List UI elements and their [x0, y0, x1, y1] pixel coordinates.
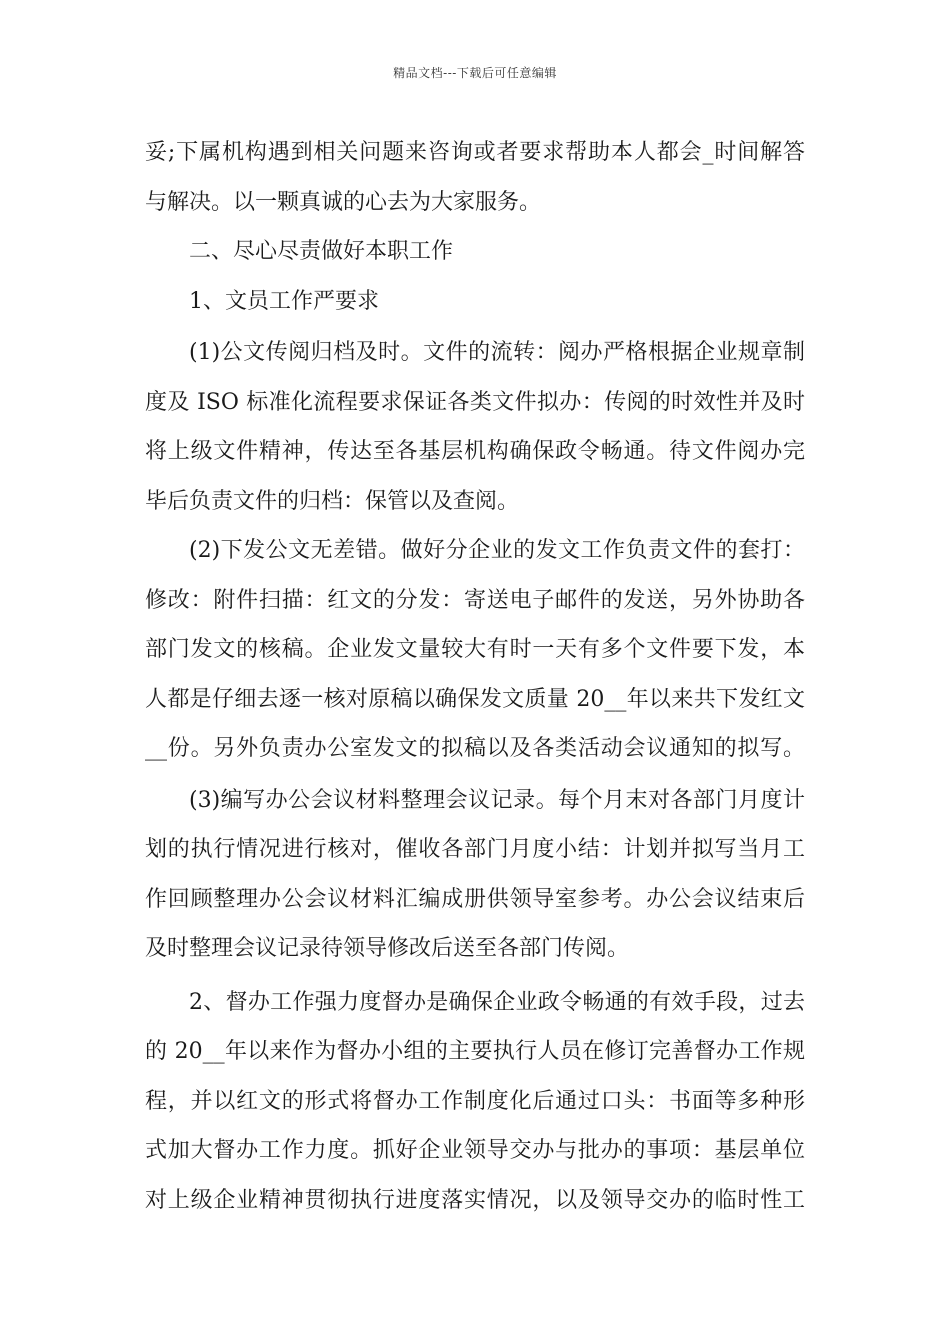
text-line: 修改：附件扫描：红文的分发：寄送电子邮件的发送，另外协助各	[145, 587, 805, 613]
document-body	[145, 128, 805, 1225]
text-line: 1、文员工作严要求	[189, 288, 379, 314]
text-line: 程，并以红文的形式将督办工作制度化后通过口头：书面等多种形	[145, 1088, 805, 1114]
text-line: __份。另外负责办公室发文的拟稿以及各类活动会议通知的拟写。	[145, 736, 805, 761]
text-line: 对上级企业精神贯彻执行进度落实情况，以及领导交办的临时性工	[145, 1187, 805, 1213]
text-line: 妥;下属机构遇到相关问题来咨询或者要求帮助本人都会_时间解答	[145, 140, 805, 165]
text-line: (1)公文传阅归档及时。文件的流转：阅办严格根据企业规章制	[189, 340, 805, 365]
text-line: 部门发文的核稿。企业发文量较大有时一天有多个文件要下发，本	[145, 637, 805, 662]
text-line: 及时整理会议记录待领导修改后送至各部门传阅。	[145, 936, 630, 961]
text-line: 度及 ISO 标准化流程要求保证各类文件拟办：传阅的时效性并及时	[145, 389, 805, 415]
text-line: 2、督办工作强力度督办是确保企业政令畅通的有效手段，过去	[189, 989, 805, 1015]
text-line: 作回顾整理办公会议材料汇编成册供领导室参考。办公会议结束后	[145, 886, 805, 912]
text-line: 人都是仔细去逐一核对原稿以确保发文质量 20__年以来共下发红文	[145, 686, 805, 712]
page-header: 精品文档---下载后可任意编辑	[393, 66, 557, 80]
text-line: 将上级文件精神，传达至各基层机构确保政令畅通。待文件阅办完	[145, 439, 805, 464]
text-line: (3)编写办公会议材料整理会议记录。每个月末对各部门月度计	[189, 787, 805, 813]
text-line: 划的执行情况进行核对，催收各部门月度小结：计划并拟写当月工	[145, 837, 805, 862]
text-line: 与解决。以一颗真诚的心去为大家服务。	[145, 189, 542, 215]
text-line: 式加大督办工作力度。抓好企业领导交办与批办的事项：基层单位	[145, 1138, 805, 1163]
text-line: 毕后负责文件的归档：保管以及查阅。	[145, 488, 520, 514]
text-line: 二、尽心尽责做好本职工作	[189, 239, 454, 264]
text-line: 的 20__年以来作为督办小组的主要执行人员在修订完善督办工作规	[145, 1039, 805, 1064]
text-line: (2)下发公文无差错。做好分企业的发文工作负责文件的套打：	[189, 538, 805, 563]
